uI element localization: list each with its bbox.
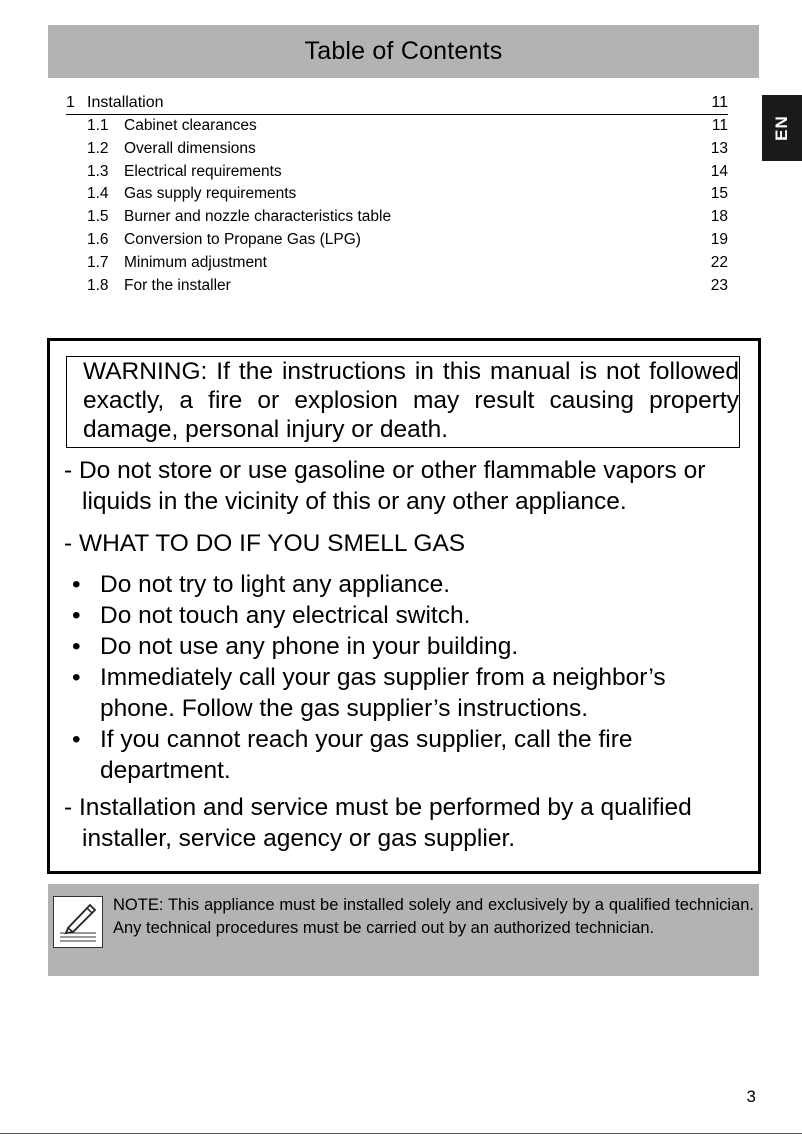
toc-section-page: 11 [711, 94, 728, 111]
note-bar [48, 884, 759, 976]
note-body: : This appliance must be installed solely and exclusively by a qualified technician. Any technical procedures must be carried out by an authorized technician. [113, 896, 754, 937]
warning-storage-line: - Do not store or use gasoline or other flammable vapors or [64, 457, 706, 484]
warning-storage-line-cont: liquids in the vicinity of this or any other appliance. [82, 488, 627, 515]
toc-item-number: 1.6 [87, 230, 109, 248]
bottom-divider [0, 1133, 802, 1134]
toc-item-label: Gas supply requirements [124, 185, 297, 203]
toc-item-label: Minimum adjustment [124, 253, 267, 271]
smell-gas-list [64, 569, 744, 786]
title-bar [48, 25, 759, 78]
list-item: • Immediately call your gas supplier from a neighbor’s phone. Follow the gas supplier’s instructions. [72, 664, 666, 722]
list-item: • Do not touch any electrical switch. [72, 602, 471, 629]
toc-item-number: 1.1 [87, 117, 109, 134]
list-item: • Do not use any phone in your building. [72, 633, 519, 660]
bullet-icon: • [72, 664, 81, 691]
toc-section-number: 1 [66, 94, 75, 111]
toc-item[interactable] [66, 206, 728, 229]
note-text [113, 894, 754, 940]
table-of-contents [66, 93, 738, 297]
toc-item-label: Cabinet clearances [124, 117, 257, 134]
toc-section[interactable] [66, 93, 728, 115]
warning-smell-gas-heading: - WHAT TO DO IF YOU SMELL GAS [64, 530, 466, 557]
toc-item-page: 14 [710, 162, 728, 180]
bullet-icon: • [72, 633, 81, 660]
toc-item[interactable] [66, 183, 728, 206]
toc-item-number: 1.5 [87, 208, 109, 226]
list-item: • Do not try to light any appliance. [72, 571, 451, 598]
page-number: 3 [746, 1087, 756, 1106]
warning-headline-box [66, 356, 740, 448]
warning-body [64, 455, 744, 854]
page-title: Table of Contents [304, 37, 503, 65]
list-item: • If you cannot reach your gas supplier, call the fire department. [72, 726, 633, 784]
toc-item[interactable] [66, 138, 728, 161]
toc-item-number: 1.3 [87, 162, 109, 180]
warning-headline: WARNING: If the instructions in this manual is not followed exactly, a fire or explosion may result causing property damage, personal injury or death. [83, 358, 739, 443]
pencil-note-icon [53, 896, 103, 948]
toc-item-label: Electrical requirements [124, 162, 282, 180]
language-tab [762, 95, 802, 161]
language-label: EN [772, 115, 791, 141]
bullet-icon: • [72, 571, 81, 598]
toc-item-number: 1.8 [87, 276, 109, 294]
toc-item[interactable] [66, 252, 728, 275]
toc-item-page: 13 [710, 139, 728, 157]
warning-installation-line-cont: installer, service agency or gas supplier. [82, 825, 516, 852]
toc-item-page: 18 [710, 208, 728, 226]
bullet-icon: • [72, 726, 81, 753]
toc-item[interactable] [66, 161, 728, 184]
toc-item-number: 1.7 [87, 253, 109, 271]
toc-item-label: Conversion to Propane Gas (LPG) [124, 230, 361, 248]
toc-item-page: 19 [710, 230, 728, 248]
toc-item-page: 11 [711, 117, 728, 134]
toc-item-number: 1.2 [87, 139, 109, 157]
toc-item-label: Overall dimensions [124, 139, 256, 157]
toc-item-label: Burner and nozzle characteristics table [124, 208, 392, 226]
toc-item[interactable] [66, 115, 728, 138]
toc-item-label: For the installer [124, 276, 231, 294]
gas-warning-box [47, 338, 761, 874]
toc-item-page: 15 [710, 185, 728, 203]
toc-item-page: 23 [710, 276, 728, 294]
warning-installation-line: - Installation and service must be performed by a qualified [64, 794, 692, 821]
toc-item[interactable] [66, 229, 728, 252]
bullet-icon: • [72, 602, 81, 629]
toc-item-number: 1.4 [87, 185, 109, 203]
note-label: NOTE [113, 896, 159, 914]
toc-section-title [66, 93, 164, 113]
toc-item-page: 22 [710, 253, 728, 271]
toc-item[interactable] [66, 275, 728, 298]
toc-section-label: Installation [87, 94, 164, 111]
